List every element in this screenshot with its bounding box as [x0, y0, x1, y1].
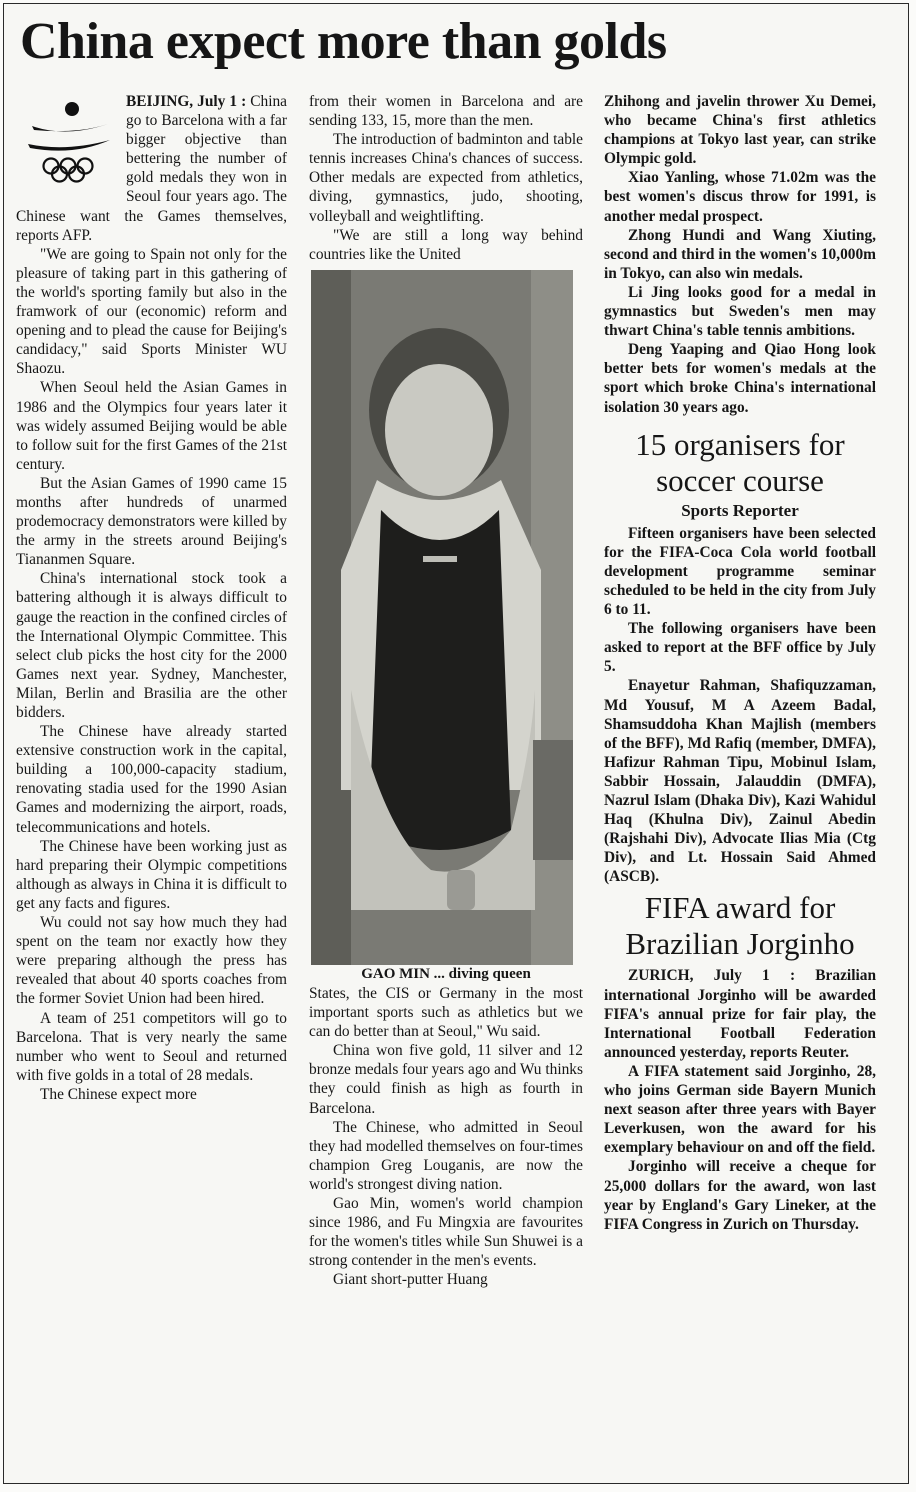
column-3 — [604, 92, 876, 1234]
paragraph: Deng Yaaping and Qiao Hong look better bets for women's medals at the sport which broke China's international isolation 30 years ago. — [604, 341, 876, 416]
paragraph: The Chinese have already started extensive construction work in the capital, building a 100,000-capacity stadium, renovating stadia used for the 1990 Asian Games and modernizing the airport, roads, telecommunications and hotels. — [16, 723, 287, 836]
paragraph: Zhong Hundi and Wang Xiuting, second and third in the women's 10,000m in Tokyo, can also win medals. — [604, 226, 876, 282]
paragraph: A team of 251 competitors will go to Barcelona. That is very nearly the same number who went to Seoul and returned with five golds in a total of 28 medals. — [16, 1009, 287, 1084]
fifa-article — [604, 890, 876, 1233]
soccer-article — [604, 427, 876, 887]
paragraph: The introduction of badminton and table tennis increases China's chances of success. Other medals are expected from athletics, diving, gymnastics, judo, shooting, volleyball and weightlifting. — [309, 131, 583, 225]
soccer-headline-line2: soccer course — [656, 462, 824, 498]
paragraph: Xiao Yanling, whose 71.02m was the best women's discus throw for 1991, is another medal prospect. — [604, 169, 876, 225]
paragraph: Enayetur Rahman, Shafiquzzaman, Md Yousuf, M A Azeem Badal, Shamsuddoha Khan Majlish (members of the BFF), Md Rafiq (member, DMFA), Hafizur Rahman Tipu, Mobinul Islam, Sabbir Hossain, Jalauddin (DMFA), Nazrul Islam (Dhaka Div), Kazi Wahidul Haq (Khulna Div), Zainul Abedin (Rajshahi Div), Advocate Ilias Mia (Ctg Div), and Lt. Hossain Said Ahmed (ASCB). — [604, 677, 876, 886]
paragraph: A FIFA statement said Jorginho, 28, who joins German side Bayern Munich next season after three years with Bayer Leverkusen, won the award for his exemplary behaviour on and off the field. — [604, 1062, 876, 1157]
paragraph: Li Jing looks good for a medal in gymnastics but Sweden's men may thwart China's table tennis ambitions. — [604, 283, 876, 340]
fifa-headline-line2: Brazilian Jorginho — [625, 926, 855, 962]
paragraph: The following organisers have been asked to report at the BFF office by July 5. — [604, 620, 876, 676]
paragraph: ZURICH, July 1 : Brazilian international Jorginho will be awarded FIFA's annual prize for fair play, the International Football Federation announced yesterday, reports Reuter. — [604, 967, 876, 1061]
dateline: BEIJING, July 1 : — [126, 93, 247, 110]
paragraph: from their women in Barcelona and are sending 133, 15, more than the men. — [309, 93, 583, 130]
paragraph: States, the CIS or Germany in the most important sports such as athletics but we can do better than at Seoul," Wu said. — [309, 984, 583, 1041]
paragraph: Jorginho will receive a cheque for 25,000 dollars for the award, won last year by England's Gary Lineker, at the FIFA Congress in Zurich on Thursday. — [604, 1158, 876, 1233]
gao-min-photo — [311, 270, 573, 965]
paragraph: Giant short-putter Huang — [333, 1271, 488, 1289]
paragraph: The Chinese have been working just as hard preparing their Olympic competitions although as always in China it is difficult to get any facts and figures. — [16, 837, 287, 912]
paragraph: The Chinese, who admitted in Seoul they had modelled themselves on four-times champion Greg Louganis, are now the world's strongest diving nation. — [309, 1118, 583, 1193]
paragraph: China's international stock took a battering although it is always difficult to gauge the reaction in the confined circles of the International Olympic Committee. This select club picks the host city for the 2000 Games next year. Sydney, Manchester, Milan, Berlin and Brasilia are the other bidders. — [16, 570, 287, 721]
newspaper-page — [3, 3, 909, 1484]
main-headline: China expect more than golds — [20, 13, 667, 70]
soccer-headline-line1: 15 organisers for — [635, 426, 845, 462]
paragraph: "We are going to Spain not only for the pleasure of taking part in this gathering of the world's sporting family but also in the framwork of our (economic) reform and opening and to plead the cause for Beijing's candidacy," said Sports Minister WU Shaozu. — [16, 245, 287, 378]
column-2 — [309, 92, 583, 1289]
paragraph: The Chinese expect more — [40, 1085, 197, 1103]
paragraph: Gao Min, women's world champion since 1986, and Fu Mingxia are favourites for the women's titles while Sun Shuwei is a strong contender in the men's events. — [309, 1194, 583, 1270]
paragraph: China go to Barcelona with a far bigger objective than bettering the number of gold medals they won in Seoul four years ago. The Chinese want the Games themselves, reports AFP. — [16, 93, 287, 244]
paragraph: China won five gold, 11 silver and 12 bronze medals four years ago and Wu thinks they could finish as high as fourth in Barcelona. — [309, 1042, 583, 1117]
barcelona-olympic-logo — [16, 96, 120, 190]
paragraph: Wu could not say how much they had spent on the team nor exactly how they were preparing although the press has revealed that about 40 sports coaches from the former Soviet Union had been hired. — [16, 914, 287, 1008]
photo-caption: GAO MIN ... diving queen — [361, 965, 531, 982]
paragraph: When Seoul held the Asian Games in 1986 and the Olympics four years later it was widely assumed Beijing would be able to follow suit for the first Games of the 21st century. — [16, 379, 287, 473]
paragraph: But the Asian Games of 1990 came 15 months after hundreds of unarmed prodemocracy demonstrators were killed by the army in the streets around Beijing's Tiananmen Square. — [16, 474, 287, 569]
paragraph: "We are still a long way behind countries like the United — [309, 226, 583, 263]
paragraph: Fifteen organisers have been selected for the FIFA-Coca Cola world football development programme seminar scheduled to be held in the city from July 6 to 11. — [604, 524, 876, 619]
fifa-headline-line1: FIFA award for — [644, 890, 836, 926]
column-1 — [16, 92, 287, 1104]
byline: Sports Reporter — [681, 500, 799, 520]
paragraph: Zhihong and javelin thrower Xu Demei, who became China's first athletics champions at Tokyo last year, can strike Olympic gold. — [604, 93, 876, 168]
